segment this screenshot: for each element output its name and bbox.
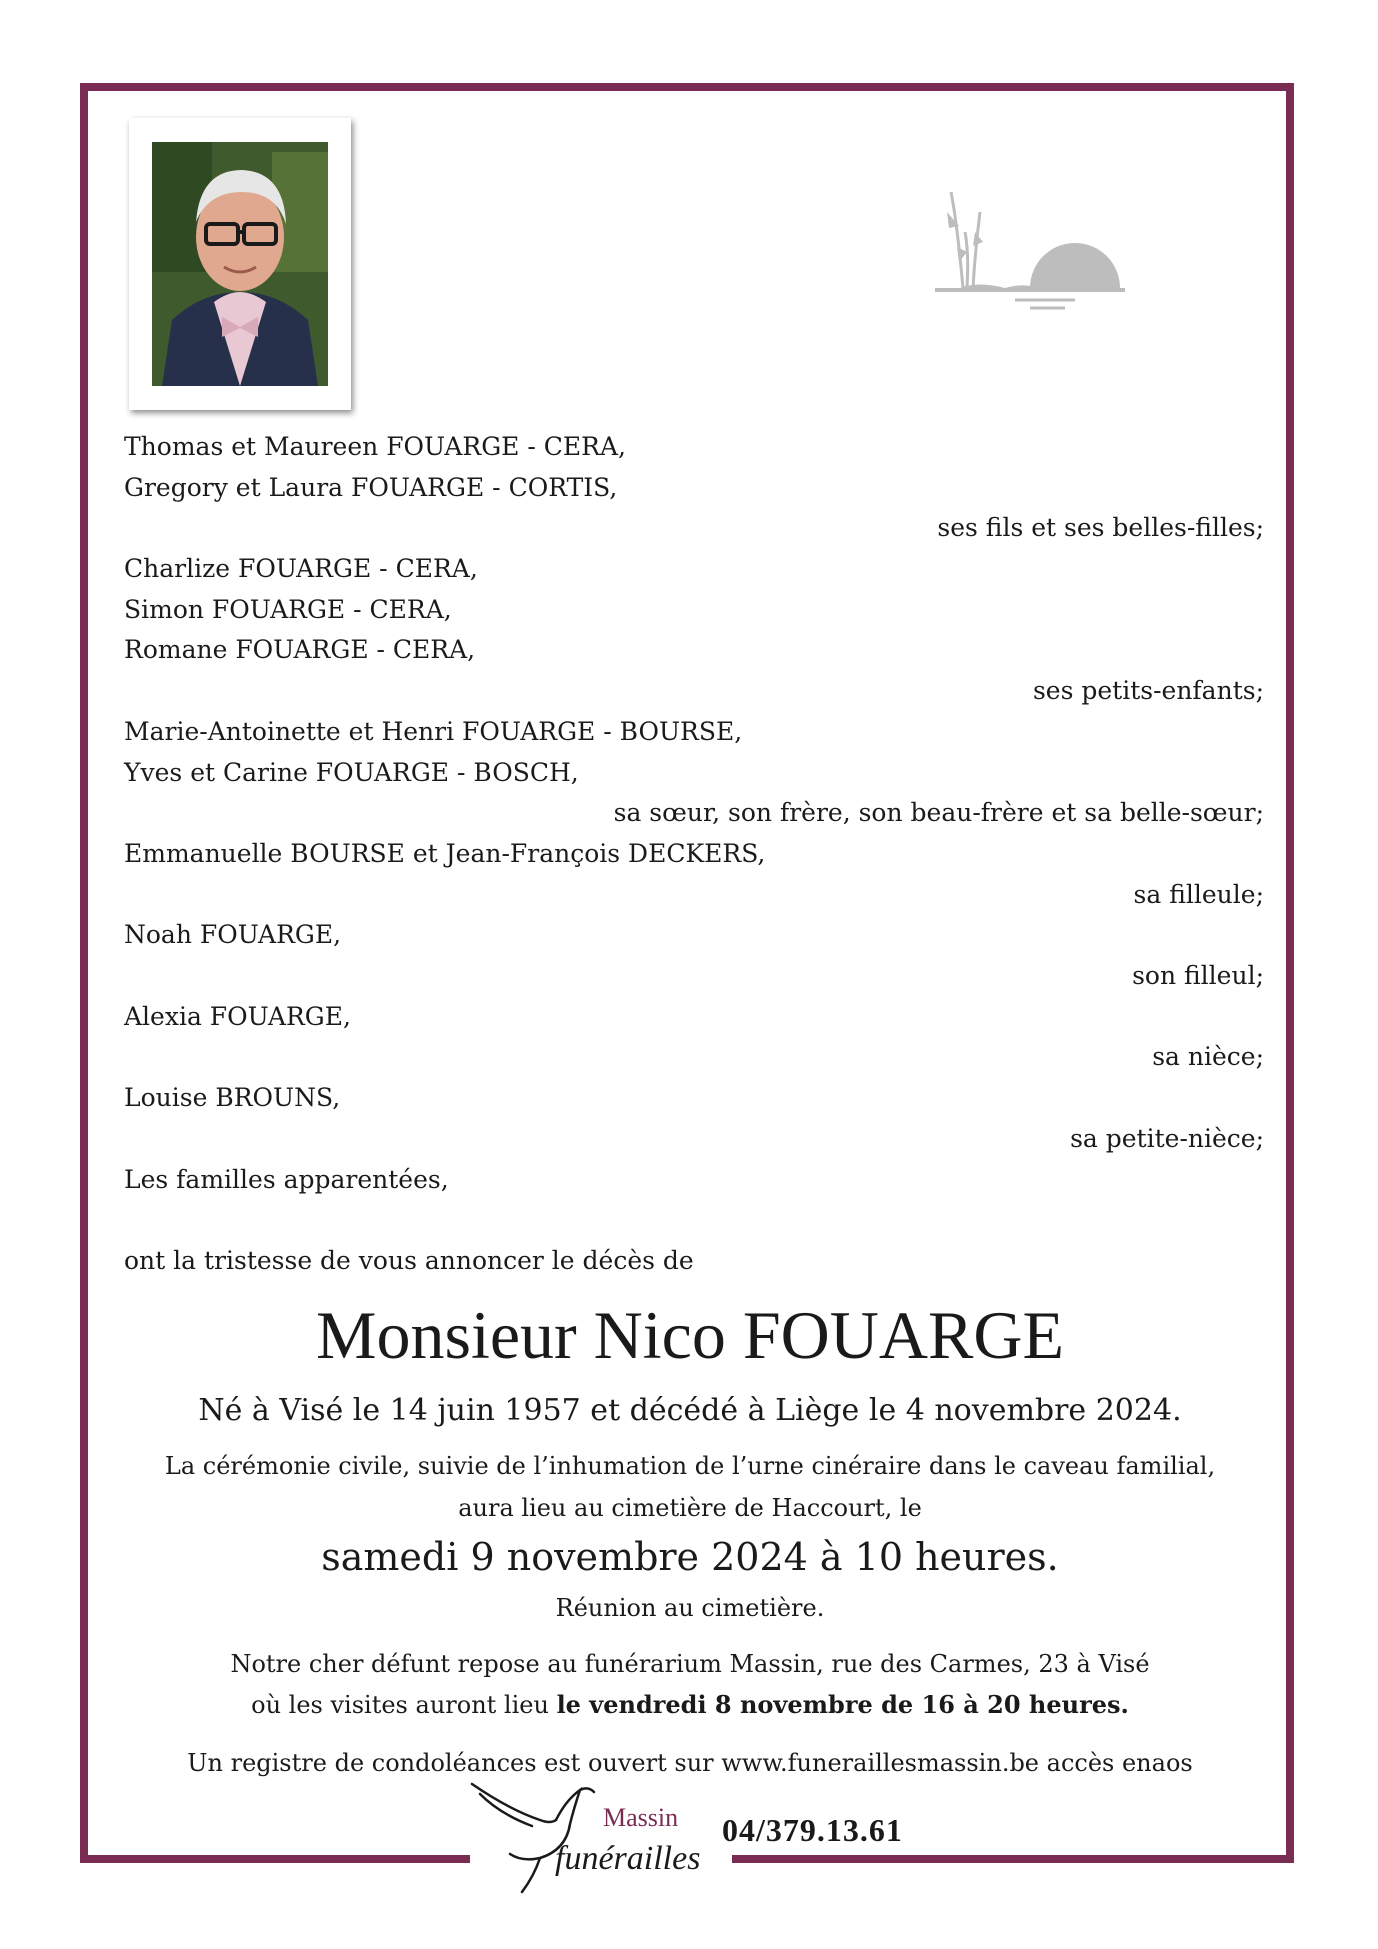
family-line: Marie-Antoinette et Henri FOUARGE - BOURSE, [124, 717, 743, 746]
condolence-registry: Un registre de condoléances est ouvert sur www.funeraillesmassin.be accès enaos [187, 1749, 1193, 1777]
family-line: Yves et Carine FOUARGE - BOSCH, [124, 758, 579, 787]
relation-line: ses petits-enfants; [1032, 676, 1264, 705]
sunset-reed-emblem [935, 192, 1125, 312]
phone-number: 04/379.13.61 [722, 1812, 903, 1848]
portrait-image [152, 142, 328, 386]
announcement-intro: ont la tristesse de vous annoncer le décès de [124, 1246, 694, 1275]
repose-line-2 [110, 1688, 1270, 1722]
birth-death-line: Né à Visé le 14 juin 1957 et décédé à Liège le 4 novembre 2024. [198, 1393, 1182, 1428]
family-line: Louise BROUNS, [124, 1083, 341, 1112]
family-line: Les familles apparentées, [124, 1165, 449, 1194]
relation-line: sa filleule; [1133, 880, 1264, 909]
visit-hours: le vendredi 8 novembre de 16 à 20 heures. [556, 1690, 1129, 1719]
repose-prefix: où les visites auront lieu [251, 1691, 557, 1719]
family-line: Alexia FOUARGE, [124, 1002, 351, 1031]
relation-line: son filleul; [1132, 961, 1264, 990]
relation-line: sa petite-nièce; [1070, 1124, 1264, 1153]
ceremony-line-1: La cérémonie civile, suivie de l’inhumation de l’urne cinéraire dans le caveau familial, [164, 1452, 1216, 1480]
family-line: Simon FOUARGE - CERA, [124, 595, 452, 624]
family-line: Emmanuelle BOURSE et Jean-François DECKERS, [124, 839, 766, 868]
portrait-photo [129, 118, 351, 410]
family-line: Charlize FOUARGE - CERA, [124, 554, 478, 583]
brand-name-bottom: funérailles [555, 1840, 701, 1877]
meeting-note: Réunion au cimetière. [555, 1594, 825, 1622]
deceased-name: Monsieur Nico FOUARGE [316, 1297, 1064, 1373]
brand-name-top: Massin [603, 1803, 679, 1832]
family-line: Thomas et Maureen FOUARGE - CERA, [124, 432, 626, 461]
ceremony-date: samedi 9 novembre 2024 à 10 heures. [321, 1535, 1059, 1579]
family-line: Gregory et Laura FOUARGE - CORTIS, [124, 473, 618, 502]
family-line: Romane FOUARGE - CERA, [124, 635, 476, 664]
family-line: Noah FOUARGE, [124, 920, 342, 949]
relation-line: sa sœur, son frère, son beau-frère et sa belle-sœur; [613, 798, 1264, 827]
relation-line: ses fils et ses belles-filles; [937, 513, 1264, 542]
repose-line-1: Notre cher défunt repose au funérarium Massin, rue des Carmes, 23 à Visé [230, 1650, 1150, 1678]
ceremony-line-2: aura lieu au cimetière de Haccourt, le [458, 1494, 922, 1522]
relation-line: sa nièce; [1152, 1042, 1264, 1071]
